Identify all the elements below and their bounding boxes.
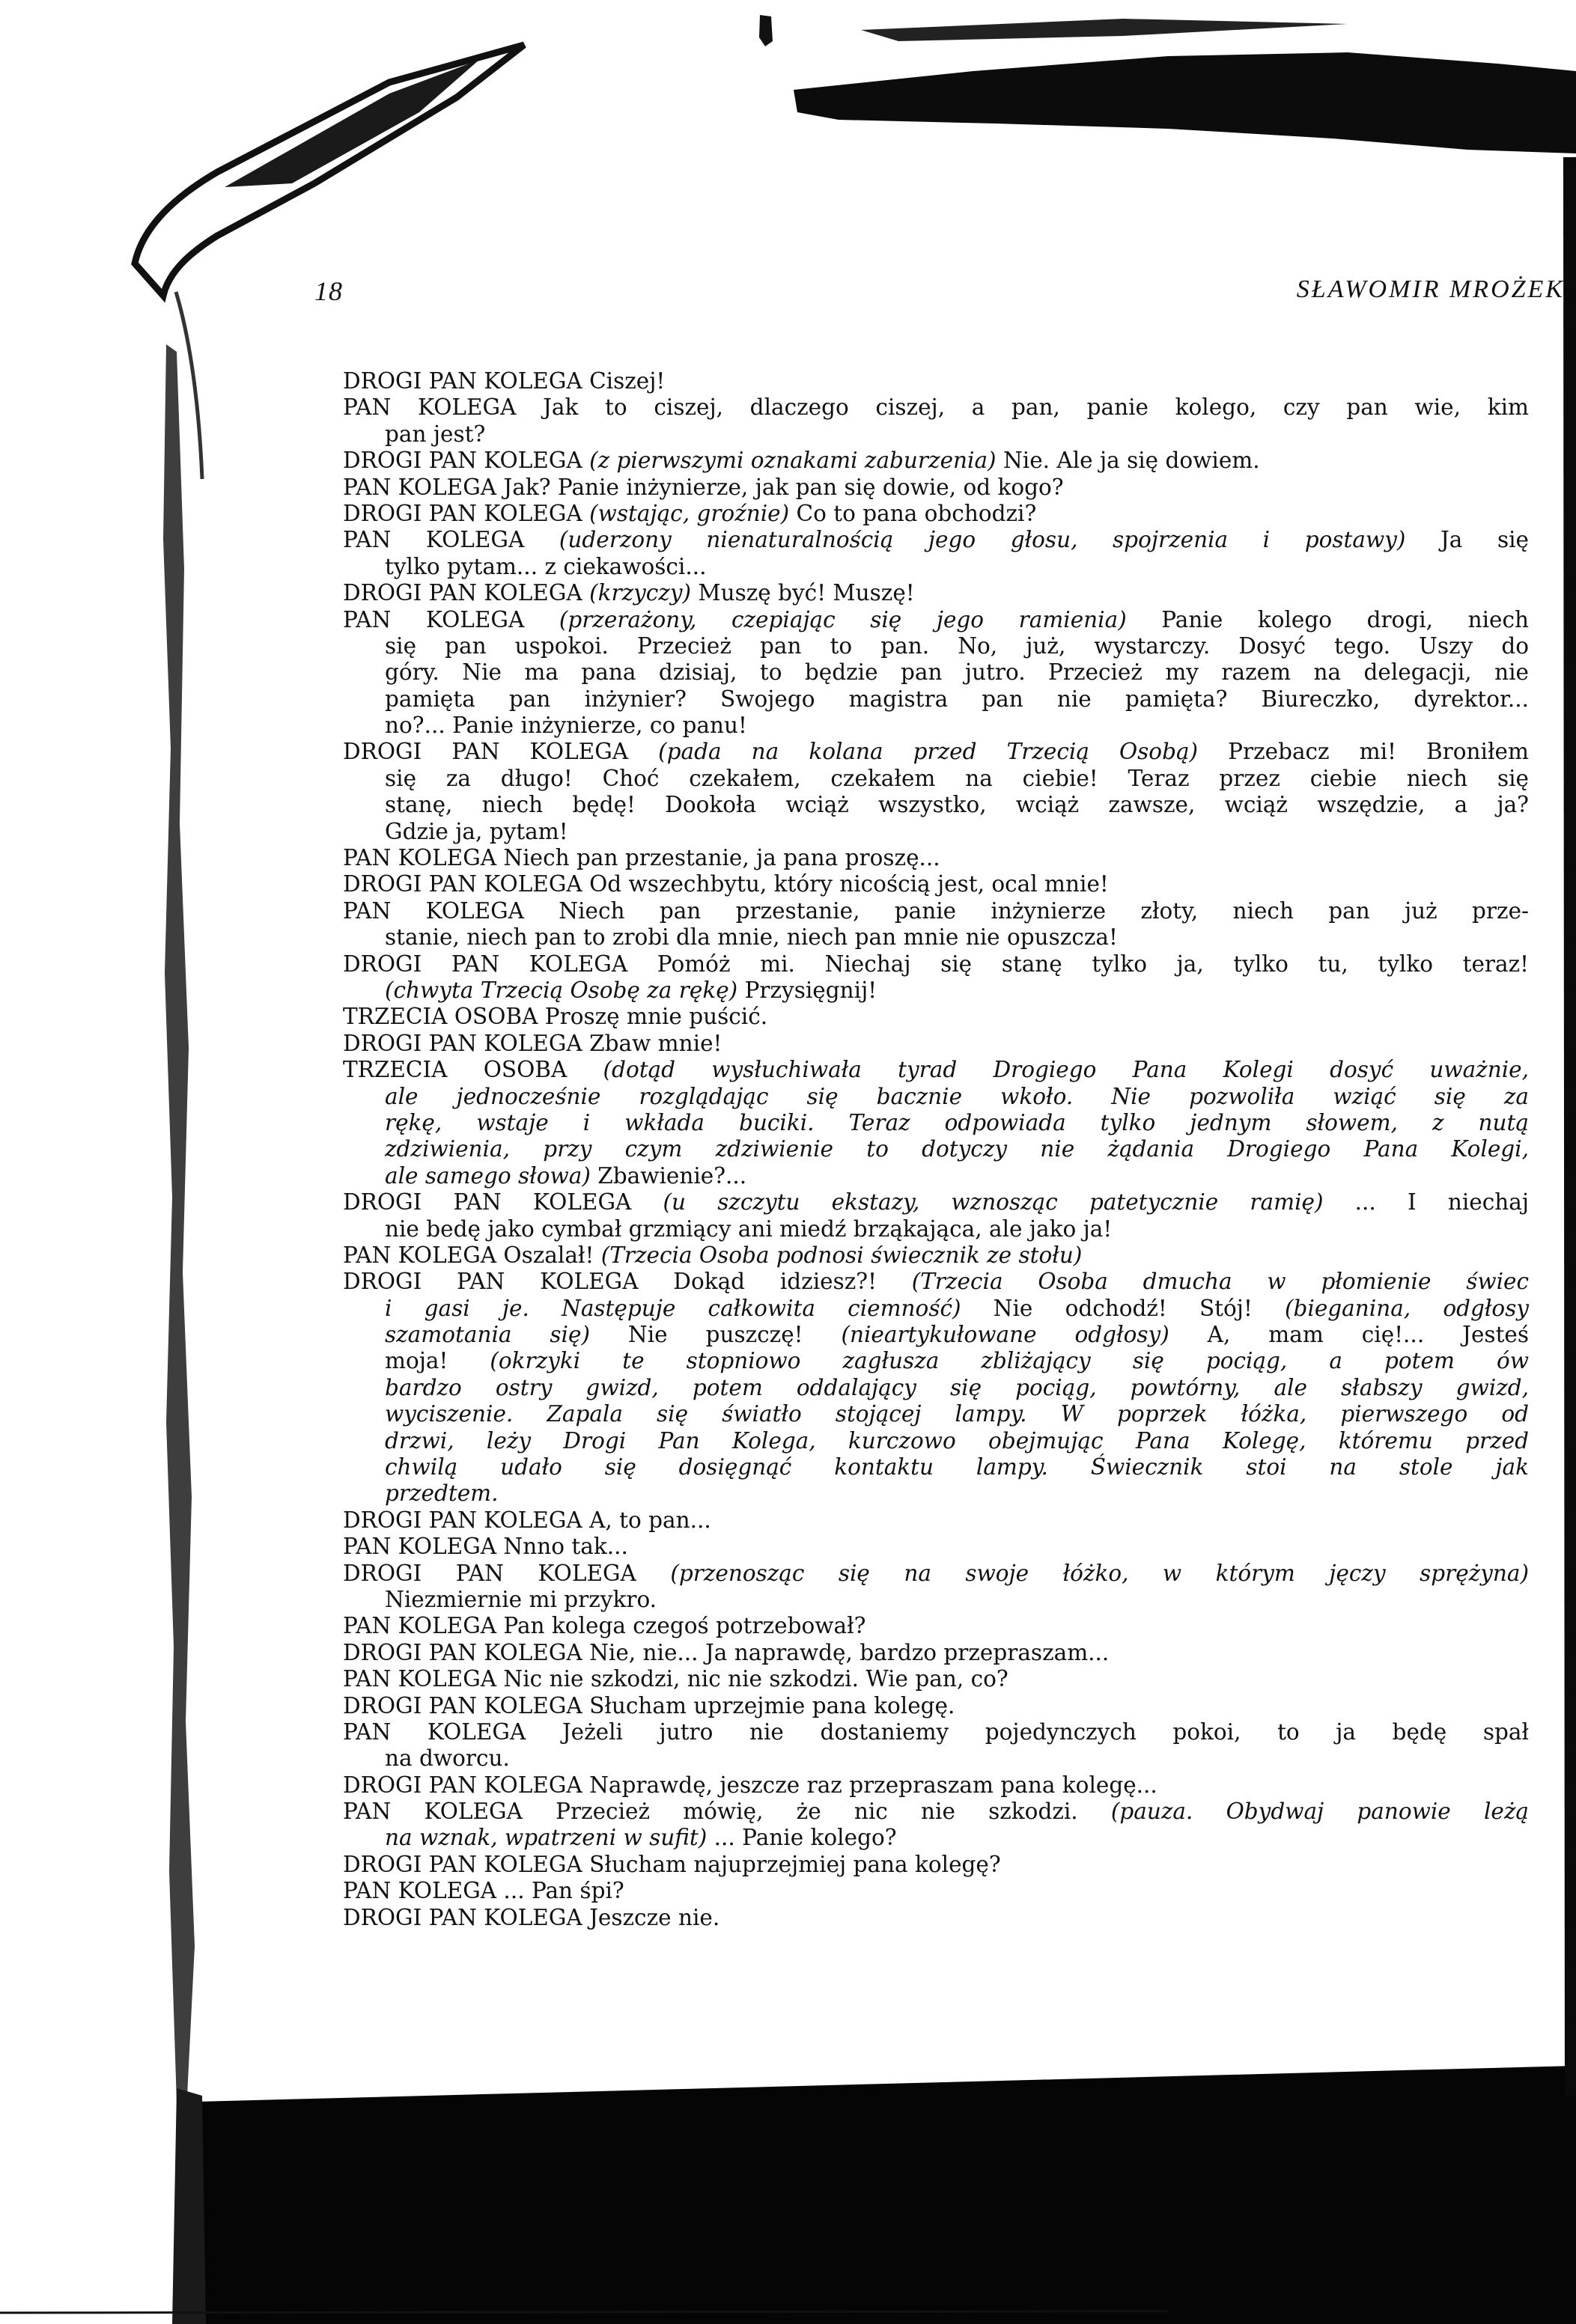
top-ink-drop [759,15,773,46]
text-line [343,501,1529,527]
dialogue-segment: TRZECIA OSOBA Proszę mnie puścić. [343,1004,768,1030]
dialogue-segment: PAN KOLEGA Niech pan przestanie, panie inżynierze złoty, niech pan już prze- [343,897,1529,924]
stage-direction: (Trzecia Osoba podnosi świecznik ze stołu) [600,1242,1083,1268]
text-line [343,475,1529,501]
page-curl-inner [225,60,479,187]
text-line [343,607,1529,633]
text-line [343,1507,1529,1534]
dialogue-segment: góry. Nie ma pana dzisiaj, to będzie pan jutro. Przecież my razem na delegacji, nie [385,659,1529,686]
text-line [343,1905,1529,1931]
text-line [343,686,1529,713]
dialogue-segment: się pan uspokoi. Przecież pan to pan. No, już, wystarczy. Dosyć tego. Uszy do [385,632,1529,659]
dialogue-segment: Co to pana obchodzi? [789,500,1037,526]
text-line [343,1322,1529,1348]
text-line [343,1057,1529,1083]
dialogue-segment: Przysięgnij! [737,977,877,1003]
bottom-rule [0,2311,1168,2313]
dialogue-segment: stanę, niech będę! Dookoła wciąż wszystko, wciąż zawsze, wciąż wszędzie, a ja? [385,792,1529,818]
dialogue-segment: DROGI PAN KOLEGA [343,448,590,474]
text-line [343,1693,1529,1719]
dialogue-segment: stanie, niech pan to zrobi dla mnie, niech pan mnie nie opuszcza! [385,924,1118,951]
dialogue-segment: moja! [385,1348,490,1374]
stage-direction: rękę, wstaje i wkłada buciki. Teraz odpowiada tylko jednym słowem, z nutą [385,1109,1529,1135]
dialogue-segment: no?... Panie inżynierze, co panu! [385,713,747,739]
stage-direction: (z pierwszymi oznakami zaburzenia) [589,448,997,474]
text-line [343,845,1529,871]
text-line [343,659,1529,686]
dialogue-segment: PAN KOLEGA Pan kolega czegoś potrzebował? [343,1613,866,1639]
text-line [343,1110,1529,1136]
text-line [343,1852,1529,1878]
stage-direction: wyciszenie. Zapala się światło stojącej lampy. W poprzek łóżka, pierwszego od [385,1401,1529,1427]
text-line [343,819,1529,845]
stage-direction: przedtem. [385,1480,499,1507]
dialogue-segment: TRZECIA OSOBA [343,1057,603,1083]
running-head-author: SŁAWOMIR MROŻEK [1296,275,1565,303]
text-line [343,633,1529,659]
stage-direction: ale jednocześnie rozglądając się bacznie wkoło. Nie pozwoliła wziąć się za [385,1083,1529,1109]
text-line [343,448,1529,474]
text-line [343,1613,1529,1639]
text-line [343,951,1529,978]
stage-direction: szamotania się) [385,1322,590,1348]
text-line [343,1640,1529,1666]
text-line [343,1242,1529,1269]
text-line [343,1189,1529,1216]
stage-direction: i gasi je. Następuje całkowita ciemność) [385,1295,961,1321]
text-line [343,1878,1529,1904]
dialogue-segment: DROGI PAN KOLEGA [343,739,659,765]
text-line [343,1454,1529,1480]
text-line [343,527,1529,553]
dialogue-segment: PAN KOLEGA [343,606,559,632]
dialogue-segment: DROGI PAN KOLEGA Słucham uprzejmie pana kolegę. [343,1692,955,1718]
text-line [343,368,1529,394]
text-line [343,554,1529,580]
text-line [343,1561,1529,1587]
dialogue-segment: PAN KOLEGA Oszalał! [343,1242,601,1268]
text-line [343,1269,1529,1295]
text-line [343,1136,1529,1162]
dialogue-segment: A, mam cię!... Jesteś [1169,1322,1530,1348]
stage-direction: (okrzyki te stopniowo zagłusza zbliżający się pociąg, a potem ów [490,1348,1530,1374]
text-line [343,1428,1529,1454]
text-line [343,1719,1529,1745]
top-right-smear [794,52,1576,153]
dialogue-segment: PAN KOLEGA ... Pan śpi? [343,1878,624,1904]
text-line [343,394,1529,421]
text-line [343,713,1529,739]
dialogue-segment: PAN KOLEGA Jak to ciszej, dlaczego ciszej, a pan, panie kolego, czy pan wie, kim [343,394,1529,421]
stage-direction: (przerażony, czepiając się jego ramienia) [559,606,1127,632]
text-line [343,1401,1529,1427]
dialogue-segment: PAN KOLEGA [343,527,559,553]
stage-direction: ale samego słowa) [385,1162,591,1189]
text-line [343,1375,1529,1401]
dialogue-segment: DROGI PAN KOLEGA Jeszcze nie. [343,1904,720,1930]
stage-direction: drzwi, leży Drogi Pan Kolega, kurczowo obejmując Pana Kolegę, któremu przed [385,1427,1529,1454]
dialogue-segment: Gdzie ja, pytam! [385,818,568,844]
dialogue-segment: Nie. Ale ja się dowiem. [996,448,1260,474]
stage-direction: (wstając, groźnie) [589,500,790,526]
dialogue-segment: Niezmiernie mi przykro. [385,1586,657,1612]
dialogue-segment: Nie puszczę! [589,1322,842,1348]
stage-direction: (krzyczy) [589,580,692,606]
dialogue-text [343,368,1529,1931]
dialogue-segment: DROGI PAN KOLEGA Od wszechbytu, który nicością jest, ocal mnie! [343,871,1109,897]
dialogue-segment: Ja się [1405,527,1530,553]
dialogue-segment: Nie odchodź! Stój! [961,1295,1285,1321]
dialogue-segment: na dworcu. [385,1745,510,1772]
dialogue-segment: DROGI PAN KOLEGA Słucham najuprzejmiej pana kolegę? [343,1851,1001,1877]
bottom-black-block [196,2066,1576,2324]
text-line [343,580,1529,606]
text-line [343,1772,1529,1799]
bottom-left-shadow [172,2088,206,2324]
text-line [343,1084,1529,1110]
stage-direction: (bieganina, odgłosy [1285,1295,1530,1321]
dialogue-segment: DROGI PAN KOLEGA [343,580,590,606]
dialogue-segment: DROGI PAN KOLEGA A, to pan... [343,1507,711,1533]
dialogue-segment: PAN KOLEGA Jak? Panie inżynierze, jak pan się dowie, od kogo? [343,474,1064,500]
dialogue-segment: PAN KOLEGA Nic nie szkodzi, nic nie szkodzi. Wie pan, co? [343,1666,1008,1692]
text-line [343,1480,1529,1507]
dialogue-segment: Zbawienie?... [590,1162,747,1189]
dialogue-segment: Muszę być! Muszę! [691,580,915,606]
stage-direction: bardzo ostry gwizd, potem oddalający się pociąg, powtórny, ale słabszy gwizd, [385,1374,1529,1400]
text-line [343,1534,1529,1560]
dialogue-segment: pan jest? [385,421,486,447]
dialogue-segment: DROGI PAN KOLEGA Pomóż mi. Niechaj się stanę tylko ja, tylko tu, tylko teraz! [343,951,1529,977]
text-line [343,1216,1529,1242]
stage-direction: (uderzony nienaturalnością jego głosu, spojrzenia i postawy) [559,527,1406,553]
dialogue-segment: pamięta pan inżynier? Swojego magistra pan nie pamięta? Biureczko, dyrektor... [385,686,1529,712]
dialogue-segment: PAN KOLEGA Przecież mówię, że nic nie szkodzi. [343,1799,1111,1825]
text-line [343,1799,1529,1825]
left-margin-shadow [163,344,195,2103]
text-line [343,1587,1529,1613]
text-line [343,792,1529,818]
dialogue-segment: PAN KOLEGA Jeżeli jutro nie dostaniemy pojedynczych pokoi, to ja będę spał [343,1718,1529,1745]
dialogue-segment: DROGI PAN KOLEGA Zbaw mnie! [343,1030,722,1056]
dialogue-segment: nie bedę jako cymbał grzmiący ani miedź brząkająca, ale jako ja! [385,1216,1113,1242]
dialogue-segment: tylko pytam... z ciekawości... [385,553,707,579]
page-number: 18 [314,276,343,306]
stage-direction: zdziwienia, przy czym zdziwienie to dotyczy nie żądania Drogiego Pana Kolegi, [385,1136,1529,1162]
dialogue-segment: PAN KOLEGA Nnno tak... [343,1534,628,1560]
right-edge-strip [1563,157,1576,2096]
stage-direction: chwilą udało się dosięgnąć kontaktu lampy. Świecznik stoi na stole jak [385,1454,1529,1480]
dialogue-segment: DROGI PAN KOLEGA Nie, nie... Ja naprawdę, bardzo przepraszam... [343,1639,1110,1665]
dialogue-segment: DROGI PAN KOLEGA [343,500,590,526]
text-line [343,1031,1529,1057]
stage-direction: (nieartykułowane odgłosy) [841,1322,1169,1348]
stage-direction: (przenosząc się na swoje łóżko, w którym jęczy sprężyna) [670,1560,1529,1586]
stage-direction: (Trzecia Osoba dmucha w płomienie świec [911,1269,1529,1295]
text-line [343,739,1529,765]
text-line [343,766,1529,792]
dialogue-segment: DROGI PAN KOLEGA Ciszej! [343,368,666,394]
stage-direction: (pada na kolana przed Trzecią Osobą) [658,739,1199,765]
text-line [343,1666,1529,1692]
text-line [343,978,1529,1004]
stage-direction: (chwyta Trzecią Osobę za rękę) [385,977,738,1003]
dialogue-segment: ... I niechaj [1323,1189,1529,1216]
text-line [343,1296,1529,1322]
text-line [343,898,1529,924]
stage-direction: (u szczytu ekstazy, wznosząc patetycznie ramię) [663,1189,1324,1216]
dialogue-segment: PAN KOLEGA Niech pan przestanie, ja pana proszę... [343,845,940,871]
top-smear-streak [861,19,1348,41]
text-line [343,1348,1529,1374]
dialogue-segment: DROGI PAN KOLEGA Dokąd idziesz?! [343,1269,912,1295]
page-header [314,275,1565,320]
text-line [343,421,1529,448]
stage-direction: (pauza. Obydwaj panowie leżą [1110,1799,1529,1825]
text-line [343,1745,1529,1772]
dialogue-segment: DROGI PAN KOLEGA Naprawdę, jeszcze raz przepraszam pana kolegę... [343,1772,1157,1798]
dialogue-segment: DROGI PAN KOLEGA [343,1560,671,1586]
text-line [343,1825,1529,1851]
stage-direction: (dotąd wysłuchiwała tyrad Drogiego Pana Kolegi dosyć uważnie, [603,1057,1529,1083]
text-line [343,924,1529,951]
page-curl [135,45,524,296]
text-line [343,1163,1529,1189]
dialogue-segment: się za długo! Choć czekałem, czekałem na ciebie! Teraz przez ciebie niech się [385,765,1529,791]
text-line [343,1004,1529,1030]
dialogue-segment: Przebacz mi! Broniłem [1198,739,1529,765]
dialogue-segment: ... Panie kolego? [707,1825,897,1851]
text-line [343,871,1529,897]
dialogue-segment: Panie kolego drogi, niech [1126,606,1529,632]
stage-direction: na wznak, wpatrzeni w sufit) [385,1825,708,1851]
dialogue-segment: DROGI PAN KOLEGA [343,1189,663,1216]
